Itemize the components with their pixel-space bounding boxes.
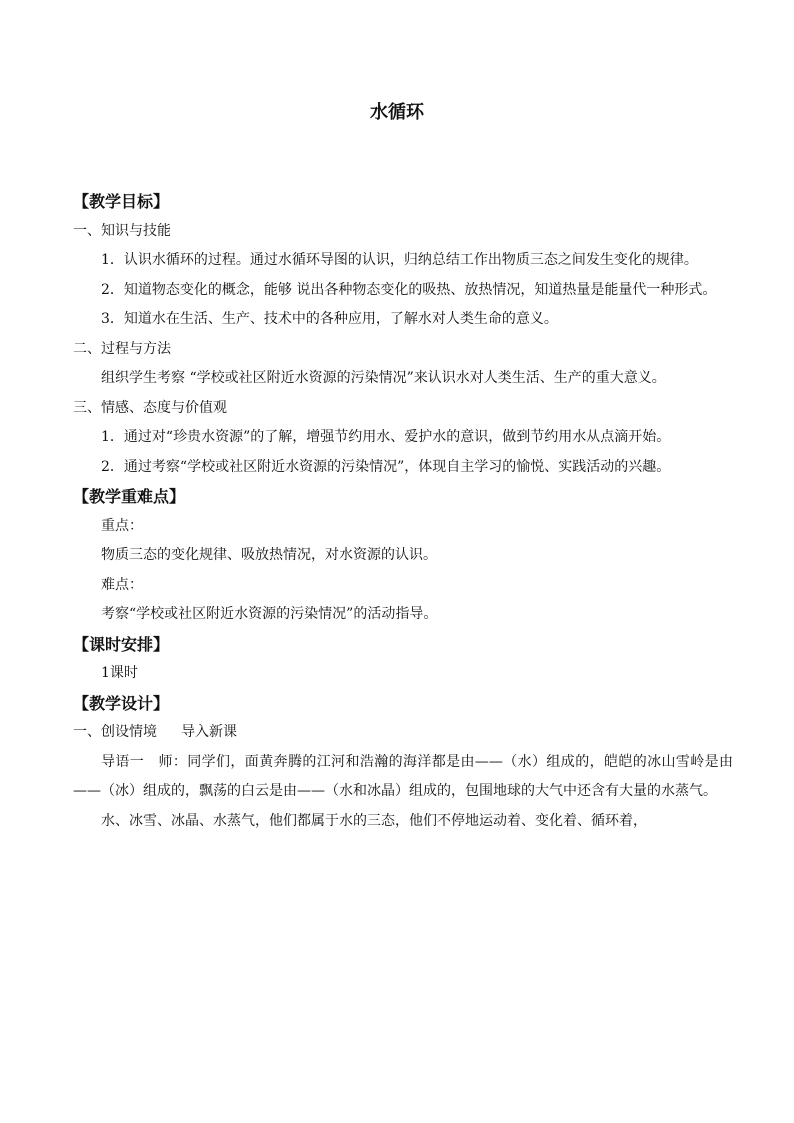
schedule-text: 1课时 xyxy=(101,665,138,681)
difficulty-label: 难点： xyxy=(101,576,143,593)
difficulty-text: 考察“学校或社区附近水资源的污染情况”的活动指导。 xyxy=(101,606,438,622)
design-step1-title: 一、创设情境 xyxy=(73,724,157,740)
document-body xyxy=(73,187,733,836)
page-title: 水循环 xyxy=(370,102,424,123)
key-point-text: 物质三态的变化规律、吸放热情况，对水资源的认识。 xyxy=(101,547,437,563)
design-paragraph-1: 导语一 师：同学们，面黄奔腾的江河和浩瀚的海洋都是由——（水）组成的，皑皑的冰山雪岭是由——（冰）组成的，飘荡的白云是由——（水和冰晶）组成的，包围地球的大气中还含有大量的水蒸气。 xyxy=(73,753,733,799)
process-method-heading: 二、过程与方法 xyxy=(73,340,171,357)
design-step1-heading xyxy=(73,718,733,748)
key-difficulty-heading: 【教学重难点】 xyxy=(73,487,186,506)
goal1-paragraph-2: 2．知道物态变化的概念，能够 说出各种物态变化的吸热、放热情况，知道热量是能量代一种形式。 xyxy=(101,281,717,298)
key-point-label: 重点： xyxy=(101,517,143,534)
design-step1-subtitle: 导入新课 xyxy=(181,724,237,740)
goal3-paragraph-1: 1．通过对“珍贵水资源”的了解，增强节约用水、爱护水的意识，做到节约用水从点滴开始。 xyxy=(101,429,671,445)
teaching-design-heading: 【教学设计】 xyxy=(73,693,170,713)
goal3-paragraph-2: 2．通过考察“学校或社区附近水资源的污染情况”，体现自主学习的愉悦、实践活动的兴趣。 xyxy=(101,458,671,475)
goal1-paragraph-3: 3．知道水在生活、生产、技术中的各种应用，了解水对人类生命的意义。 xyxy=(101,311,558,327)
knowledge-skills-heading: 一、知识与技能 xyxy=(73,222,171,239)
design-paragraph-2: 水、冰雪、冰晶、水蒸气，他们都属于水的三态，他们不停地运动着、变化着、循环着， xyxy=(101,812,647,829)
goal2-paragraph-1: 组织学生考察 “学校或社区附近水资源的污染情况”来认识水对人类生活、生产的重大意义。 xyxy=(101,370,666,386)
emotion-attitude-heading: 三、情感、态度与价值观 xyxy=(73,399,227,416)
teaching-goals-heading: 【教学目标】 xyxy=(73,192,170,211)
goal1-paragraph-1: 1．认识水循环的过程。通过水循环导图的认识，归纳总结工作出物质三态之间发生变化的规律。 xyxy=(101,252,698,268)
schedule-heading: 【课时安排】 xyxy=(73,634,170,654)
